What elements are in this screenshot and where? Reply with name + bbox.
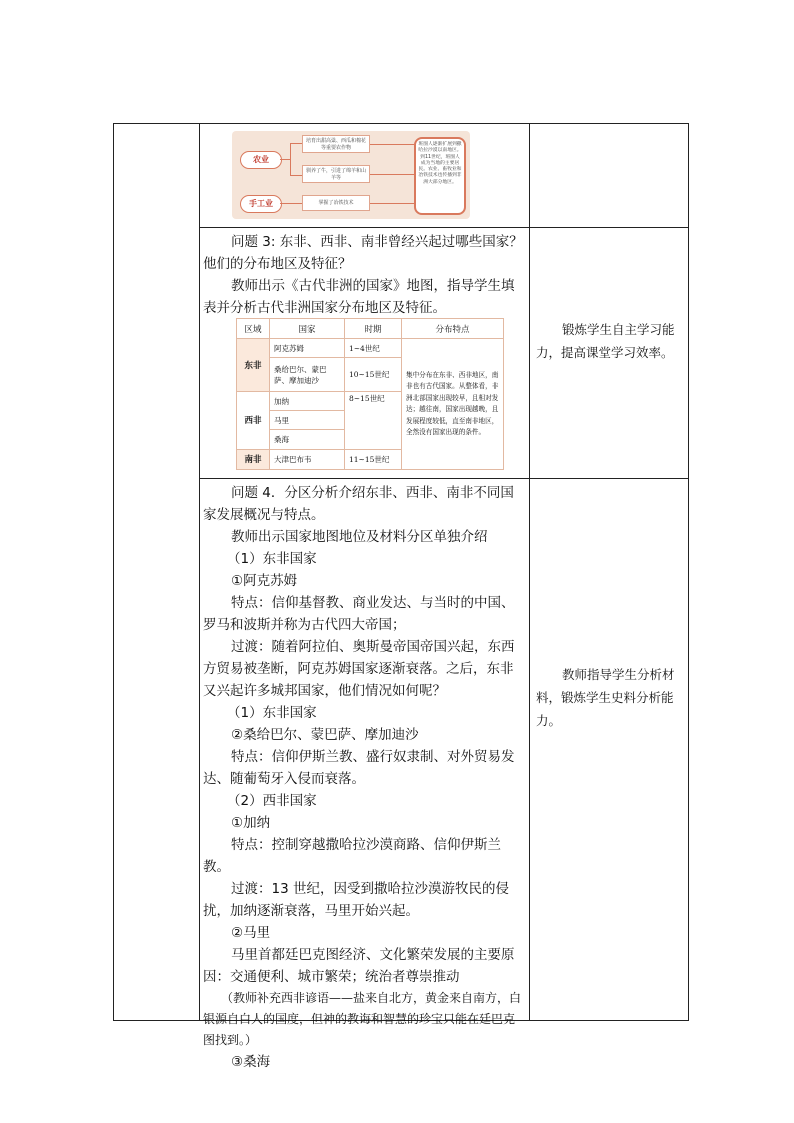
mali-title: ②马里 (231, 925, 271, 941)
connector-line (280, 159, 290, 160)
connector-line (370, 144, 414, 145)
header-region: 区域 (237, 319, 270, 339)
east-africa-title: （1）东非国家 (227, 551, 317, 567)
connector-line (280, 203, 302, 204)
region-east: 东非 (237, 339, 270, 392)
country-cell: 马里 (270, 411, 345, 430)
q3-purpose: 锻炼学生自主学习能力，提高课堂学习效率。 (536, 322, 675, 360)
connector-line (290, 143, 291, 176)
connector-line (290, 175, 302, 176)
row-divider-1 (199, 227, 689, 228)
country-cell: 阿克苏姆 (270, 339, 345, 358)
period-cell: 11~15世纪 (345, 449, 402, 469)
bantu-expansion-text: 班图人逐渐扩展到撒哈拉沙漠以南地区。到11世纪，班图人成为当地的主要居民。农业、畜牧业和冶铁技术也传播到非洲大部分地区。 (414, 137, 466, 215)
header-features: 分布特点 (402, 319, 504, 339)
q3-section (203, 231, 525, 319)
agriculture-pill: 农业 (240, 151, 282, 169)
row-divider-2 (199, 478, 689, 479)
q4-heading: 问题 4．分区分析介绍东非、西非、南非不同国家发展概况与特点。 (203, 485, 514, 523)
ghana-title: ①加纳 (231, 815, 271, 831)
table-row (237, 339, 504, 358)
table-border-col2 (529, 123, 530, 1021)
connector-line (370, 203, 414, 204)
handicraft-pill: 手工业 (240, 195, 282, 213)
q4-intro: 教师出示国家地图地位及材料分区单独介绍 (231, 529, 488, 545)
country-cell: 桑海 (270, 430, 345, 449)
west-africa-proverb: （教师补充西非谚语——盐来自北方，黄金来自南方，白银源自白人的国度，但神的教诲和智慧的珍宝只能在廷巴克图找到。） (203, 991, 522, 1047)
craft-box-iron: 掌握了冶铁技术 (302, 195, 370, 211)
country-cell: 大津巴布韦 (270, 449, 345, 469)
table-header-row (237, 319, 504, 339)
header-country: 国家 (270, 319, 345, 339)
header-period: 时期 (345, 319, 402, 339)
connector-line (370, 174, 414, 175)
songhai-title: ③桑海 (231, 1054, 271, 1070)
axum-title: ①阿克苏姆 (231, 573, 298, 589)
q4-purpose: 教师指导学生分析材料，锻炼学生史料分析能力。 (536, 667, 675, 728)
zanzibar-title: ②桑给巴尔、蒙巴萨、摩加迪沙 (231, 727, 419, 743)
q4-section (203, 482, 525, 1073)
period-cell: 10~15世纪 (345, 358, 402, 392)
period-cell: 8~15世纪 (345, 392, 402, 449)
connector-line (290, 143, 302, 144)
transition-2: 过渡：13 世纪，因受到撒哈拉沙漠游牧民的侵扰，加纳逐渐衰落，马里开始兴起。 (203, 881, 509, 919)
agri-box-livestock: 驯养了牛，引进了绵羊和山羊等 (302, 165, 370, 183)
features-cell: 集中分布在东非、西非地区，南非也有古代国家。从整体看，非洲北部国家出现较早，且相对发达；越往南，国家出现越晚，且发展程度较低，直至南非地区，全然没有国家出现的条件。 (402, 339, 504, 470)
west-africa-title: （2）西非国家 (227, 793, 317, 809)
period-cell: 1~4世纪 (345, 339, 402, 358)
region-south: 南非 (237, 449, 270, 469)
ancient-africa-states-table (236, 318, 504, 470)
transition-1: 过渡：随着阿拉伯、奥斯曼帝国帝国兴起，东西方贸易被垄断，阿克苏姆国家逐渐衰落。之后，东非又兴起许多城邦国家，他们情况如何呢？ (203, 639, 515, 699)
zanzibar-feature: 特点：信仰伊斯兰教、盛行奴隶制、对外贸易发达、随葡萄牙入侵而衰落。 (203, 749, 515, 787)
q3-instruction: 教师出示《古代非洲的国家》地图，指导学生填表并分析古代非洲国家分布地区及特征。 (203, 278, 515, 316)
country-cell: 桑给巴尔、蒙巴萨、摩加迪沙 (270, 358, 345, 392)
country-cell: 加纳 (270, 392, 345, 411)
table-border-right (688, 123, 689, 1021)
ghana-feature: 特点：控制穿越撒哈拉沙漠商路、信仰伊斯兰教。 (203, 837, 501, 875)
table-border-left (113, 123, 114, 1021)
table-border-col1 (199, 123, 200, 1021)
axum-feature: 特点：信仰基督教、商业发达、与当时的中国、罗马和波斯并称为古代四大帝国； (203, 595, 515, 633)
table-border-top (113, 123, 689, 124)
mali-text: 马里首都廷巴克图经济、文化繁荣发展的主要原因：交通便利、城市繁荣；统治者尊崇推动 (203, 947, 515, 985)
east-africa-title-2: （1）东非国家 (227, 705, 317, 721)
region-west: 西非 (237, 392, 270, 449)
agri-box-crops: 培育出甜高粱、西瓜和棉花等重要农作物 (302, 135, 370, 153)
q3-heading: 问题 3: 东非、西非、南非曾经兴起过哪些国家？他们的分布地区及特征？ (203, 234, 523, 272)
bantu-diagram (232, 131, 470, 219)
